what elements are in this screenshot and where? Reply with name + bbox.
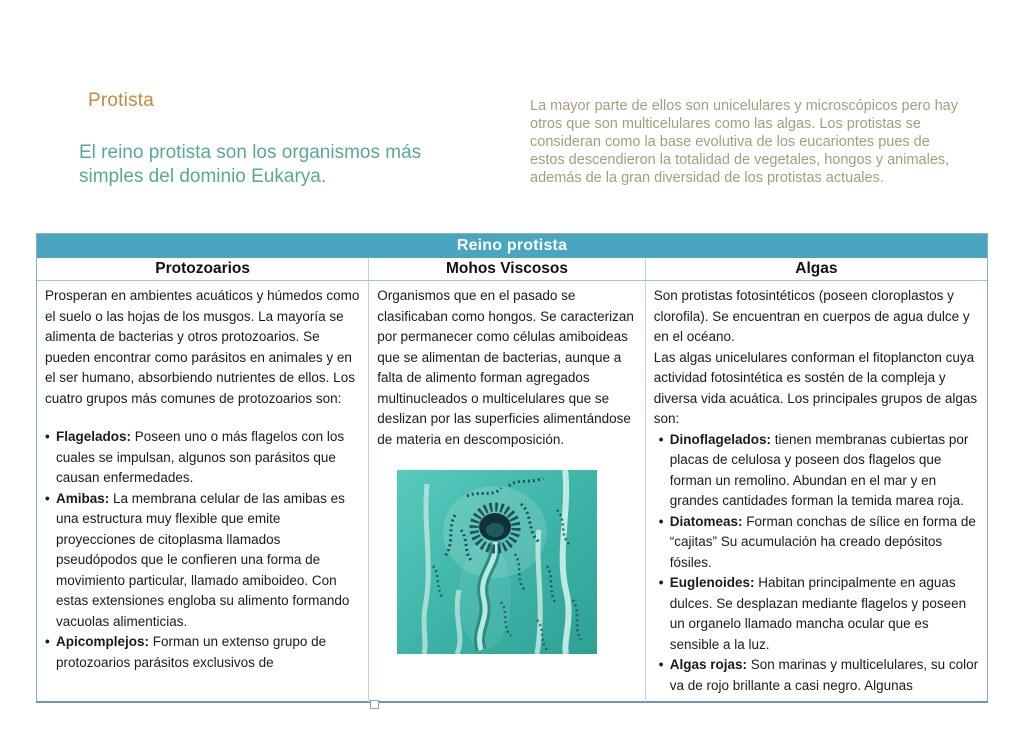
cell-intro: Organismos que en el pasado se clasificaban como hongos. Se caracterizan por permanecer como células amiboideas que se alimentan de bacterias, aunque a falta de alimento forman agregados multinucleados o multicelulares que se deslizan por las superficies alimentándose de materia en descomposición. (377, 288, 634, 447)
list-item (659, 655, 979, 696)
selection-handle[interactable] (370, 700, 379, 709)
protozoarios-list (45, 427, 360, 673)
list-item (659, 573, 979, 655)
list-item (659, 430, 979, 512)
bullet-term: Dinoflagelados: (669, 431, 771, 447)
cell-protozoarios (37, 281, 368, 702)
bullet-text: La membrana celular de las amibas es una estructura muy flexible que emite proyecciones de citoplasma llamados pseudópodos que le confieren una forma de movimiento particular, llamado amiboideo. Con estas extensiones engloba su alimento formando vacuolas alimenticias. (56, 490, 350, 629)
table-body-row (37, 281, 987, 702)
bullet-text: Habitan principalmente en aguas dulces. Se desplazan mediante flagelos y poseen un organelo llamado mancha ocular que es sensible a la luz. (669, 575, 967, 652)
table-header-row (37, 258, 987, 281)
list-item (45, 427, 360, 489)
bullet-term: Flagelados: (56, 429, 132, 444)
cell-intro: Prosperan en ambientes acuáticos y húmedos como el suelo o las hojas de los musgos. La mayoría se alimenta de bacterias y otros protozoarios. Se pueden encontrar como parásitos en animales y en el ser humano, absorbiendo nutrientes de ellos. Los cuatro grupos más comunes de protozoarios son: (45, 288, 360, 406)
page-subtitle: El reino protista son los organismos más simples del dominio Eukarya. (79, 142, 422, 187)
bullet-text: Poseen uno o más flagelos con los cuales se impulsan, algunos son parásitos que causan enfermedades. (56, 429, 345, 485)
list-item (45, 632, 360, 673)
bullet-term: Amibas: (56, 490, 110, 506)
protist-table (36, 233, 988, 703)
column-header-mohos-viscosos: Mohos Viscosos (368, 258, 644, 280)
page-title: Protista (88, 90, 155, 111)
cell-intro-2: Las algas unicelulares conforman el fitoplancton cuya actividad fotosintética es sostén de la compleja y diversa vida acuática. Los principales grupos de algas son: (653, 349, 978, 426)
algas-list (654, 430, 979, 697)
bullet-term: Diatomeas: (669, 513, 743, 529)
slime-mold-micrograph-image (397, 470, 597, 654)
cell-intro: Son protistas fotosintéticos (poseen cloroplastos y clorofila). Se encuentran en cuerpos de agua dulce y en el océano. (653, 288, 970, 344)
bullet-term: Algas rojas: (669, 657, 747, 672)
column-header-algas: Algas (645, 258, 987, 280)
bullet-text: Son marinas y multicelulares, su color va de rojo brillante a casi negro. Algunas (669, 657, 979, 693)
bullet-term: Euglenoides: (669, 575, 755, 590)
list-item (659, 512, 979, 574)
list-item (45, 489, 360, 633)
cell-algas (645, 281, 987, 702)
cell-mohos-viscosos (368, 281, 644, 702)
bullet-text: Forman conchas de sílice en forma de “cajitas” Su acumulación ha creado depósitos fósiles. (669, 513, 976, 570)
bullet-text: Forman un extenso grupo de protozoarios parásitos exclusivos de (56, 634, 327, 670)
bullet-text: tienen membranas cubiertas por placas de celulosa y poseen dos flagelos que forman un remolino. Abundan en el mar y en grandes cantidades forman la temida marea roja. (669, 431, 969, 508)
bullet-term: Apicomplejos: (56, 634, 150, 649)
intro-paragraph: La mayor parte de ellos son unicelulares y microscópicos pero hay otros que son multicelulares como las algas. Los protistas se consideran como la base evolutiva de los eucariontes pues de estos descendieron la totalidad de vegetales, hongos y animales, además de la gran diversidad de los protistas actuales. (530, 98, 958, 186)
column-header-protozoarios: Protozoarios (155, 260, 251, 277)
table-title: Reino protista (37, 234, 987, 258)
